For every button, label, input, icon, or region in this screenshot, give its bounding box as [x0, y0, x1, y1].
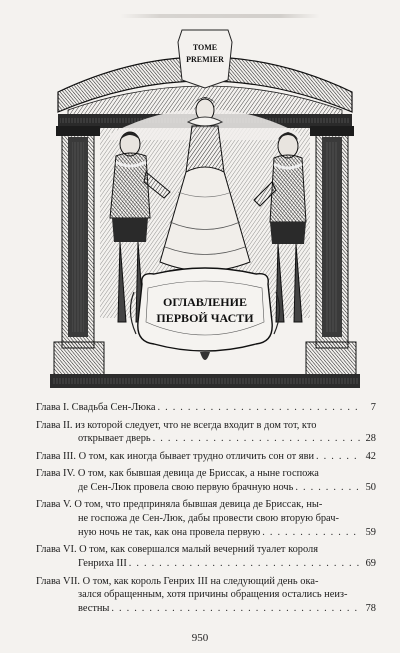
page-number: 950 — [191, 632, 209, 644]
toc-chapter-label: Глава IV. — [36, 468, 76, 480]
dot-leader — [158, 401, 360, 415]
premier-label: PREMIER — [186, 55, 224, 64]
toc-chapter-label: Глава II. — [36, 419, 73, 431]
toc-chapter-label: Глава V. — [36, 499, 72, 511]
table-of-contents — [36, 401, 376, 619]
toc-entry-text — [78, 432, 151, 446]
toc-entry[interactable] — [36, 450, 376, 464]
toc-entry-last-line — [36, 481, 376, 495]
toc-page-number: 42 — [365, 450, 376, 462]
toc-entry-text — [36, 450, 314, 464]
tome-banner — [178, 30, 232, 88]
toc-page-number: 59 — [365, 526, 376, 538]
toc-entry-text: зался обращенным, хотя причины обращения остались неиз- — [78, 589, 348, 601]
toc-entry-line — [36, 419, 376, 433]
toc-entry-last-line — [36, 602, 376, 616]
toc-entry[interactable] — [36, 498, 376, 539]
toc-entry-text: О том, как совершался малый вечерний туалет короля — [79, 544, 319, 556]
toc-entry-line — [36, 467, 376, 481]
toc-page-number: 78 — [365, 602, 376, 614]
toc-entry-text: О том, что предприняла бывшая девица де Бриссак, ны- — [74, 499, 323, 511]
toc-entry-text: О том, как бывшая девица де Бриссак, а ныне госпожа — [77, 468, 319, 480]
toc-chapter-label: Глава VII. — [36, 575, 81, 587]
toc-entry-text — [36, 401, 156, 415]
toc-entry-text — [78, 602, 109, 616]
toc-entry[interactable] — [36, 401, 376, 415]
engraving-illustration — [50, 22, 360, 392]
toc-entry-line — [36, 498, 376, 512]
dot-leader — [262, 526, 360, 540]
toc-entry-text: не госпожа де Сен-Люк, дабы провести свою вторую брач- — [78, 513, 339, 525]
toc-chapter-label: Глава VI. — [36, 544, 77, 556]
cartouche-line1: ОГЛАВЛЕНИЕ — [163, 295, 247, 309]
dot-leader — [295, 481, 360, 495]
toc-entry-text — [78, 557, 127, 571]
toc-entry-last-line — [36, 526, 376, 540]
dot-leader — [153, 432, 360, 446]
dot-leader — [129, 557, 360, 571]
toc-entry-title: открывает дверь — [78, 433, 151, 445]
dot-leader — [316, 450, 360, 464]
toc-page-number: 7 — [370, 402, 376, 413]
toc-entry-title: О том, как иногда бывает трудно отличить сон от яви — [78, 450, 315, 462]
toc-chapter-label: Глава I. — [36, 402, 70, 413]
toc-page-number: 50 — [365, 481, 376, 493]
toc-entry-text: О том, как король Генрих III на следующий день ока- — [82, 575, 319, 587]
toc-entry[interactable] — [36, 467, 376, 494]
dot-leader — [111, 602, 360, 616]
toc-entry-text — [78, 526, 260, 540]
toc-chapter-label: Глава III. — [36, 450, 76, 462]
title-cartouche — [130, 268, 279, 360]
toc-page-number: 69 — [365, 558, 376, 570]
toc-entry-line — [36, 512, 376, 526]
toc-entry-title: ную ночь не так, как она провела первую — [78, 526, 261, 538]
toc-entry[interactable] — [36, 543, 376, 570]
toc-entry-line — [36, 543, 376, 557]
toc-entry-title: вестны — [78, 602, 110, 614]
toc-entry-last-line — [36, 557, 376, 571]
toc-entry-last-line — [36, 401, 376, 415]
toc-entry-text — [78, 481, 293, 495]
toc-entry-title: де Сен-Люк провела свою первую брачную ночь — [78, 481, 294, 493]
toc-entry[interactable] — [36, 419, 376, 446]
toc-entry-title: Свадьба Сен-Люка — [71, 402, 156, 413]
toc-entry-last-line — [36, 450, 376, 464]
bleed-through-text — [120, 14, 320, 18]
toc-entry-line — [36, 575, 376, 589]
toc-entry[interactable] — [36, 575, 376, 616]
toc-entry-line — [36, 588, 376, 602]
toc-entry-text: из которой следует, что не всегда входит в дом тот, кто — [75, 419, 317, 431]
cartouche-line2: ПЕРВОЙ ЧАСТИ — [156, 311, 254, 325]
toc-entry-last-line — [36, 432, 376, 446]
toc-page-number: 28 — [365, 433, 376, 445]
toc-entry-title: Генриха III — [78, 558, 127, 570]
tome-label: TOME — [192, 43, 218, 52]
